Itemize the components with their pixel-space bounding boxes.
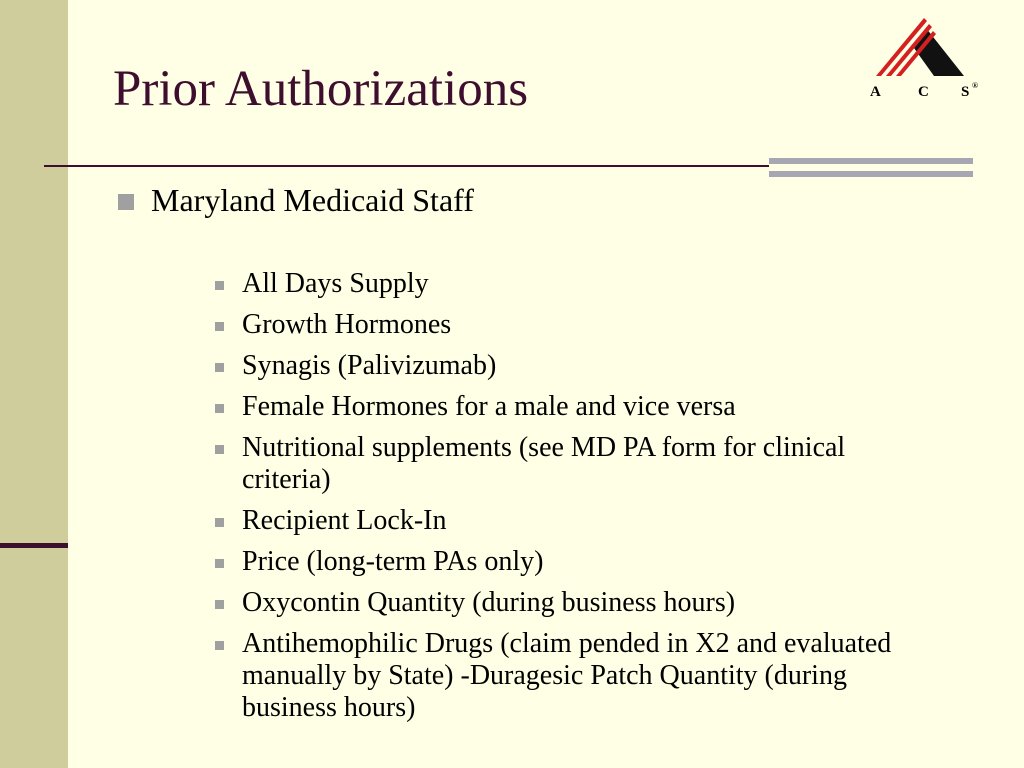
square-bullet-icon [215, 518, 224, 527]
square-bullet-icon [215, 559, 224, 568]
list-item [215, 587, 915, 619]
list-item-text: Oxycontin Quantity (during business hours) [242, 587, 736, 618]
list-item [215, 350, 915, 382]
grey-accent-bar [769, 171, 973, 177]
logo-letter-c: C [918, 84, 929, 100]
list-item [215, 309, 915, 341]
left-decorative-band [0, 0, 68, 768]
list-item [215, 546, 915, 578]
square-bullet-icon [215, 445, 224, 454]
list-item-text: Antihemophilic Drugs (claim pended in X2 and evaluated manually by State) -Duragesic Patch Quantity (during business hours) [242, 628, 892, 723]
acs-logo-mark-icon [874, 14, 964, 76]
list-item [215, 391, 915, 423]
list-item-text: Recipient Lock-In [242, 505, 447, 536]
list-item-text: Growth Hormones [242, 309, 452, 340]
list-item [215, 628, 915, 724]
list-item [215, 505, 915, 537]
left-band-rule [0, 543, 68, 548]
list-item-text: Female Hormones for a male and vice versa [242, 391, 736, 422]
square-bullet-icon [215, 641, 224, 650]
slide-title: Prior Authorizations [113, 61, 529, 117]
level1-bullet-item [118, 180, 474, 220]
acs-logo [862, 14, 978, 104]
logo-letter-a: A [870, 84, 881, 100]
list-item-text: Price (long-term PAs only) [242, 546, 544, 577]
square-bullet-icon [215, 363, 224, 372]
list-item [215, 268, 915, 300]
list-item-text: All Days Supply [242, 268, 429, 299]
square-bullet-icon [215, 404, 224, 413]
square-bullet-icon [215, 322, 224, 331]
square-bullet-icon [118, 194, 134, 210]
list-item [215, 432, 915, 496]
list-item-text: Nutritional supplements (see MD PA form for clinical criteria) [242, 432, 846, 495]
logo-letter-s: S [961, 84, 970, 100]
square-bullet-icon [215, 600, 224, 609]
title-underline-rule [44, 165, 769, 167]
level2-bullet-list [215, 268, 915, 733]
acs-logo-letters [862, 81, 978, 104]
level1-bullet-text: Maryland Medicaid Staff [151, 182, 474, 218]
square-bullet-icon [215, 281, 224, 290]
grey-accent-bar [769, 158, 973, 164]
list-item-text: Synagis (Palivizumab) [242, 350, 497, 381]
logo-trademark: ® [972, 81, 978, 90]
